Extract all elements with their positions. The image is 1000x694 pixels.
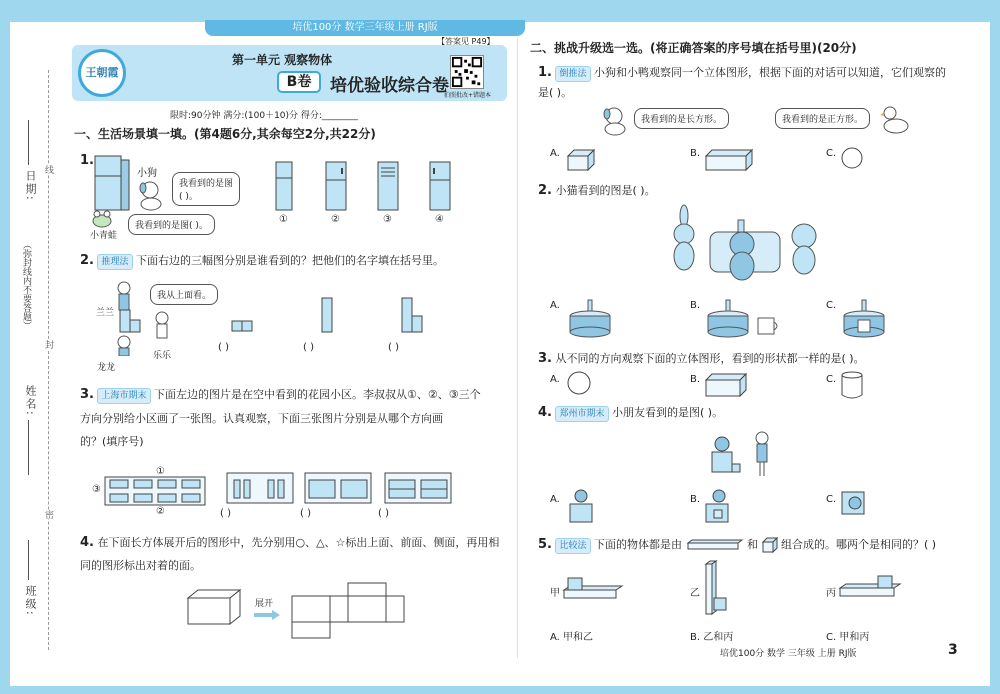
seal-mark-secret: 密 <box>43 510 53 519</box>
garden-aerial-figure <box>104 476 206 506</box>
q3-source-tag: 上海市期末 <box>97 388 150 404</box>
view-c-figure <box>400 296 424 336</box>
r-q1-text-block <box>538 64 958 101</box>
view-1-figure <box>272 160 294 212</box>
r-q5-shape-bing <box>838 574 902 600</box>
r-q4-line <box>538 404 723 422</box>
r-q2-cake-b <box>704 296 784 340</box>
section-1-title: 一、生活场景填一填。(第4题6分,其余每空2分,共22分) <box>74 127 376 141</box>
garden-view-a <box>226 472 294 504</box>
r-q3-option-b[interactable]: B. <box>690 374 701 385</box>
q4-text-2: 同的图形标出对着的面。 <box>80 559 201 572</box>
dog-icon <box>136 180 166 212</box>
q3-blank-1[interactable]: ( ) <box>220 508 231 519</box>
direction-1-label: ① <box>156 466 165 477</box>
frog-icon <box>91 208 113 228</box>
unfold-label: 展开 <box>255 599 274 609</box>
r-q5-label-yi: 乙 <box>690 588 700 599</box>
direction-3-label: ③ <box>92 484 101 495</box>
r-q1-option-b[interactable]: B. <box>690 148 701 159</box>
q3-text-1: 下面左边的图片是在空中看到的花园小区。李叔叔从①、②、③三个 <box>154 388 481 401</box>
cuboid-net-figure[interactable] <box>290 582 410 640</box>
r-q3-cuboid <box>704 372 748 398</box>
view-label-2: ② <box>331 214 340 225</box>
dog-speech-text: 我看到的是图 <box>179 179 234 189</box>
q4-number: 4. <box>80 535 94 550</box>
view-b-figure <box>318 296 336 336</box>
r-q4-option-a[interactable]: A. <box>550 494 560 505</box>
q2-text: 下面右边的三幅图分别是谁看到的？把他们的名字填在括号里。 <box>136 254 444 267</box>
r-q2-cake-c <box>840 296 890 340</box>
r-q4-view-a <box>566 488 596 524</box>
lanlan-label: 兰兰 <box>96 308 115 318</box>
q3-text-block <box>80 386 510 450</box>
r-q2-number: 2. <box>538 183 552 198</box>
class-label: 班级: <box>24 585 37 617</box>
class-writing-line[interactable] <box>28 540 29 580</box>
r-q4-option-b[interactable]: B. <box>690 494 701 505</box>
page-number: 3 <box>948 642 958 658</box>
r-q1-cuboid <box>704 148 754 172</box>
garden-view-b <box>304 472 372 504</box>
q3-text-2: 方向分别给小区画了一张图。认真观察，下面三张图片分别是从哪个方向画 <box>80 412 443 425</box>
view-3-figure <box>375 160 401 212</box>
section-2-title: 二、挑战升级选一选。(将正确答案的序号填在括号里)(20分) <box>530 41 857 55</box>
r-q3-option-c[interactable]: C. <box>826 374 837 385</box>
series-banner: 培优100分 数学三年级上册 RJ版 <box>205 20 525 36</box>
seal-notice: （弥封线内不要答题） <box>21 240 31 330</box>
r-q5-shape-jia <box>562 576 624 602</box>
r-q1-text-1: 小狗和小鸭观察同一个立体图形，根据下面的对话可以知道，它们观察的 <box>594 66 946 79</box>
r-q2-cake-a <box>566 296 614 340</box>
r-q3-sphere <box>566 370 592 396</box>
r-q5-number: 5. <box>538 537 552 552</box>
exam-meta: 限时:90分钟 满分:(100＋10)分 得分:________ <box>170 111 358 121</box>
paper-title: 培优验收综合卷 <box>330 76 449 96</box>
r-q3-line <box>538 350 865 367</box>
paper-header <box>72 45 507 101</box>
brand-logo: 王朝霞 <box>78 49 126 97</box>
duck-icon <box>880 104 910 136</box>
r-q3-cylinder <box>840 370 864 400</box>
name-label: 姓名: <box>24 385 37 417</box>
bottom-wave-border <box>10 684 990 694</box>
view-2-figure <box>323 160 349 212</box>
r-q4-view-c <box>840 490 868 516</box>
q3-text-3: 的？(填序号) <box>80 435 144 448</box>
r-q1-number: 1. <box>538 65 552 80</box>
r-q5-line <box>538 536 936 554</box>
date-writing-line[interactable] <box>28 120 29 165</box>
r-q4-option-c[interactable]: C. <box>826 494 837 505</box>
r-q4-number: 4. <box>538 405 552 420</box>
r-q5-method-tag: 比较法 <box>555 538 590 554</box>
top-band <box>0 0 1000 22</box>
view-label-3: ③ <box>383 214 392 225</box>
q2-blank-1[interactable]: ( ) <box>218 342 229 353</box>
garden-view-c <box>384 472 452 504</box>
cat-monkey-rabbit-scene <box>662 204 828 286</box>
dog-answer-blank[interactable]: ( )。 <box>179 192 198 202</box>
r-q2-option-b[interactable]: B. <box>690 300 701 311</box>
paper-badge: B卷 <box>277 71 321 93</box>
q3-number: 3. <box>80 387 94 402</box>
q2-blank-3[interactable]: ( ) <box>388 342 399 353</box>
r-q5-option-a[interactable]: A. 甲和乙 <box>550 632 594 643</box>
r-q5-option-c[interactable]: C. 甲和丙 <box>826 632 870 643</box>
qr-note: 拍照批改+错题本 <box>444 92 492 99</box>
r-q5-shape-yi <box>702 560 728 618</box>
longlong-label: 龙龙 <box>97 363 116 373</box>
q3-blank-2[interactable]: ( ) <box>300 508 311 519</box>
r-q1-method-tag: 倒推法 <box>555 66 590 82</box>
r-q5-text-b: 和 <box>747 538 758 551</box>
r-q1-text-2: 是( )。 <box>538 86 573 99</box>
r-q2-line <box>538 182 656 199</box>
r-q2-option-c[interactable]: C. <box>826 300 837 311</box>
r-q3-text: 从不同的方向观察下面的立体图形，看到的形状都一样的是( )。 <box>555 352 865 365</box>
q2-blank-2[interactable]: ( ) <box>303 342 314 353</box>
date-label: 日期: <box>24 170 37 202</box>
r-q3-option-a[interactable]: A. <box>550 374 560 385</box>
view-4-figure <box>427 160 453 212</box>
q4-text-1: 在下面长方体展开后的图形中，先分别用○、△、☆标出上面、前面、侧面，再用相 <box>97 536 500 549</box>
r-q1-sphere <box>840 146 864 170</box>
r-q4-source-tag: 郑州市期末 <box>555 406 608 422</box>
r-q5-label-bing: 丙 <box>826 588 836 599</box>
qr-code-icon[interactable] <box>450 55 484 89</box>
answer-reference: 【答案见 P49】 <box>437 37 495 46</box>
r-dog-speech-bubble: 我看到的是长方形。 <box>634 108 729 129</box>
r-q2-option-a[interactable]: A. <box>550 300 560 311</box>
r-q4-text: 小朋友看到的是图( )。 <box>612 406 724 419</box>
q3-blank-3[interactable]: ( ) <box>378 508 389 519</box>
q1-number: 1. <box>80 153 94 168</box>
r-q5-option-b[interactable]: B. 乙和丙 <box>690 632 734 643</box>
r-q2-text: 小猫看到的图是( )。 <box>555 184 656 197</box>
footer-series: 培优100分 数学 三年级 上册 RJ版 <box>720 649 857 659</box>
r-q5-text-c: 组合成的。哪两个是相同的？( ) <box>781 538 937 551</box>
fridge-figure <box>93 152 133 214</box>
seal-mark-line: 线 <box>43 165 53 174</box>
r-q3-number: 3. <box>538 351 552 366</box>
right-wave-border <box>988 22 1000 694</box>
small-cube-icon <box>762 537 778 553</box>
q2-method-tag: 推理法 <box>97 254 132 270</box>
direction-2-label: ② <box>156 506 165 517</box>
left-wave-border <box>0 22 12 694</box>
r-dog-icon <box>600 106 630 136</box>
name-writing-line[interactable] <box>28 420 29 475</box>
r-q1-cube <box>566 148 598 172</box>
slab-shape-icon <box>686 539 744 551</box>
lanlan-speech-bubble: 我从上面看。 <box>150 284 218 305</box>
frog-speech-bubble[interactable]: 我看到的是图( )。 <box>128 214 215 235</box>
r-q1-option-c[interactable]: C. <box>826 148 837 159</box>
q2-number: 2. <box>80 253 94 268</box>
cuboid-figure <box>186 588 242 626</box>
q2-line <box>80 252 444 270</box>
r-q1-option-a[interactable]: A. <box>550 148 560 159</box>
unit-title: 第一单元 观察物体 <box>232 53 333 67</box>
r-q5-label-jia: 甲 <box>550 588 560 599</box>
seal-dashed-line <box>48 70 49 650</box>
view-label-1: ① <box>279 214 288 225</box>
view-a-figure <box>230 318 256 334</box>
r-q4-scene <box>708 430 778 480</box>
frog-label: 小青蛙 <box>90 231 118 241</box>
r-q5-text-a: 下面的物体都是由 <box>594 538 682 551</box>
r-duck-speech-bubble: 我看到的是正方形。 <box>775 108 870 129</box>
dog-label: 小狗 <box>137 168 157 179</box>
r-q4-view-b <box>704 488 734 524</box>
dog-speech-bubble <box>172 172 240 206</box>
column-divider <box>517 38 518 658</box>
unfold-arrow-icon <box>254 610 280 620</box>
lele-label: 乐乐 <box>153 351 172 361</box>
q4-text-block <box>80 534 510 574</box>
view-label-4: ④ <box>435 214 444 225</box>
seal-mark-seal: 封 <box>43 340 53 349</box>
